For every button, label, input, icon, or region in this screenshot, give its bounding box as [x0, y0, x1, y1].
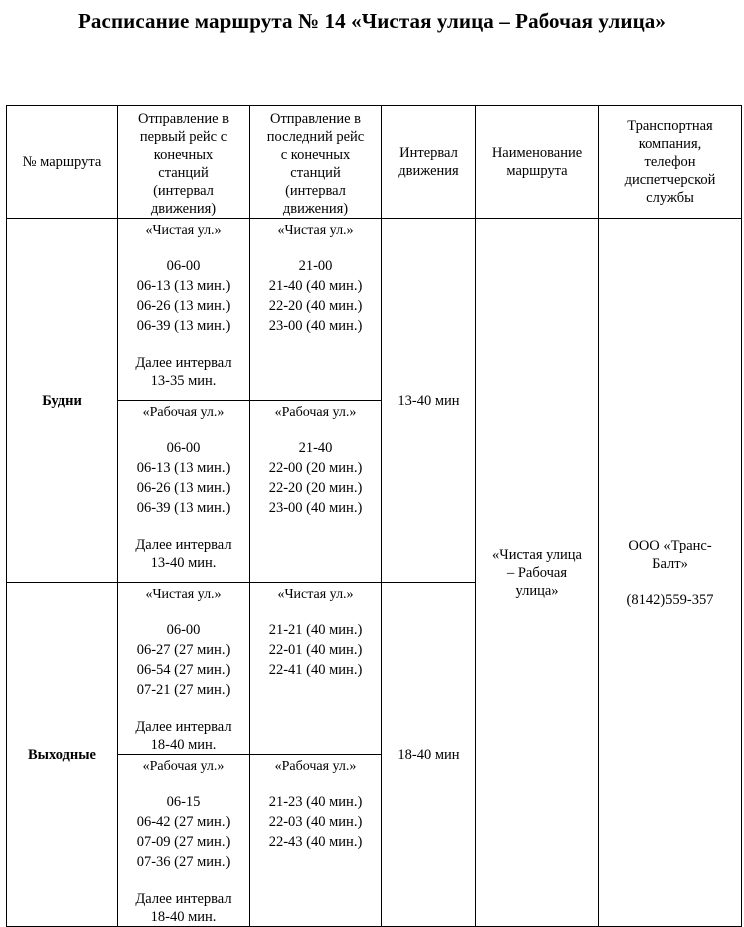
weekdays-first-rabochaya-cell [118, 401, 250, 583]
departure-time: 23-00 (40 мин.) [268, 318, 363, 334]
departure-time: 22-43 (40 мин.) [268, 834, 363, 850]
company-name: ООО «Транс- [628, 537, 712, 554]
weekdays-interval: 13-40 мин [382, 219, 476, 583]
schedule-table [6, 105, 742, 927]
further-interval: Далее интервал [135, 537, 232, 553]
header-route-no: № маршрута [7, 106, 118, 219]
stop-name: «Чистая ул.» [277, 587, 354, 602]
weekends-label: Выходные [7, 583, 118, 927]
weekends-first-chistaya-cell [118, 583, 250, 755]
company-cell [599, 219, 742, 927]
further-interval: Далее интервал [135, 355, 232, 371]
departure-time: 21-40 (40 мин.) [268, 278, 363, 294]
departure-time: 06-27 (27 мин.) [136, 642, 231, 658]
departure-time: 07-36 (27 мин.) [136, 854, 231, 870]
weekdays-last-chistaya-cell [250, 219, 382, 401]
header-last-departure: Отправление в последний рейс с конечных станций (интервал движения) [250, 106, 382, 219]
header-interval: Интервал движения [382, 106, 476, 219]
departure-time: 06-26 (13 мин.) [136, 480, 231, 496]
departure-time: 06-00 [166, 258, 201, 274]
weekdays-first-chistaya-cell [118, 219, 250, 401]
further-interval-value: 13-40 мин. [150, 555, 217, 571]
departure-time: 06-26 (13 мин.) [136, 298, 231, 314]
weekdays-chistaya-row [7, 219, 742, 401]
weekdays-last-rabochaya-cell [250, 401, 382, 583]
departure-time: 22-20 (40 мин.) [268, 298, 363, 314]
weekends-last-rabochaya-cell [250, 755, 382, 927]
stop-name: «Рабочая ул.» [142, 759, 225, 774]
further-interval-value: 18-40 мин. [150, 737, 217, 753]
departure-time: 22-00 (20 мин.) [268, 460, 363, 476]
weekdays-label: Будни [7, 219, 118, 583]
company-phone: (8142)559-357 [626, 591, 714, 608]
stop-name: «Рабочая ул.» [274, 759, 357, 774]
departure-time: 06-39 (13 мин.) [136, 500, 231, 516]
departure-time: 07-21 (27 мин.) [136, 682, 231, 698]
departure-time: 22-01 (40 мин.) [268, 642, 363, 658]
stop-name: «Чистая ул.» [277, 223, 354, 238]
departure-time: 06-15 [166, 794, 201, 810]
departure-time: 07-09 (27 мин.) [136, 834, 231, 850]
weekends-interval: 18-40 мин [382, 583, 476, 927]
further-interval-value: 18-40 мин. [150, 909, 217, 925]
departure-time: 22-20 (20 мин.) [268, 480, 363, 496]
departure-time: 22-03 (40 мин.) [268, 814, 363, 830]
departure-time: 06-13 (13 мин.) [136, 460, 231, 476]
header-route-name: Наименование маршрута [476, 106, 599, 219]
departure-time: 06-00 [166, 622, 201, 638]
route-name-cell: «Чистая улица – Рабочая улица» [476, 219, 599, 927]
departure-time: 21-21 (40 мин.) [268, 622, 363, 638]
further-interval: Далее интервал [135, 891, 232, 907]
departure-time: 21-00 [298, 258, 333, 274]
departure-time: 06-00 [166, 440, 201, 456]
stop-name: «Рабочая ул.» [274, 405, 357, 420]
header-row [7, 106, 742, 219]
further-interval-value: 13-35 мин. [150, 373, 217, 389]
page-title: Расписание маршрута № 14 «Чистая улица – Рабочая улица» [78, 9, 666, 33]
stop-name: «Рабочая ул.» [142, 405, 225, 420]
stop-name: «Чистая ул.» [145, 223, 222, 238]
departure-time: 21-23 (40 мин.) [268, 794, 363, 810]
stop-name: «Чистая ул.» [145, 587, 222, 602]
departure-time: 06-54 (27 мин.) [136, 662, 231, 678]
company-name-cont: Балт» [652, 555, 688, 572]
header-company: Транспортная компания, телефон диспетчерской службы [599, 106, 742, 219]
departure-time: 06-39 (13 мин.) [136, 318, 231, 334]
departure-time: 06-13 (13 мин.) [136, 278, 231, 294]
header-first-departure: Отправление в первый рейс с конечных станций (интервал движения) [118, 106, 250, 219]
departure-time: 21-40 [298, 440, 333, 456]
departure-time: 22-41 (40 мин.) [268, 662, 363, 678]
weekends-first-rabochaya-cell [118, 755, 250, 927]
further-interval: Далее интервал [135, 719, 232, 735]
departure-time: 06-42 (27 мин.) [136, 814, 231, 830]
departure-time: 23-00 (40 мин.) [268, 500, 363, 516]
weekends-last-chistaya-cell [250, 583, 382, 755]
